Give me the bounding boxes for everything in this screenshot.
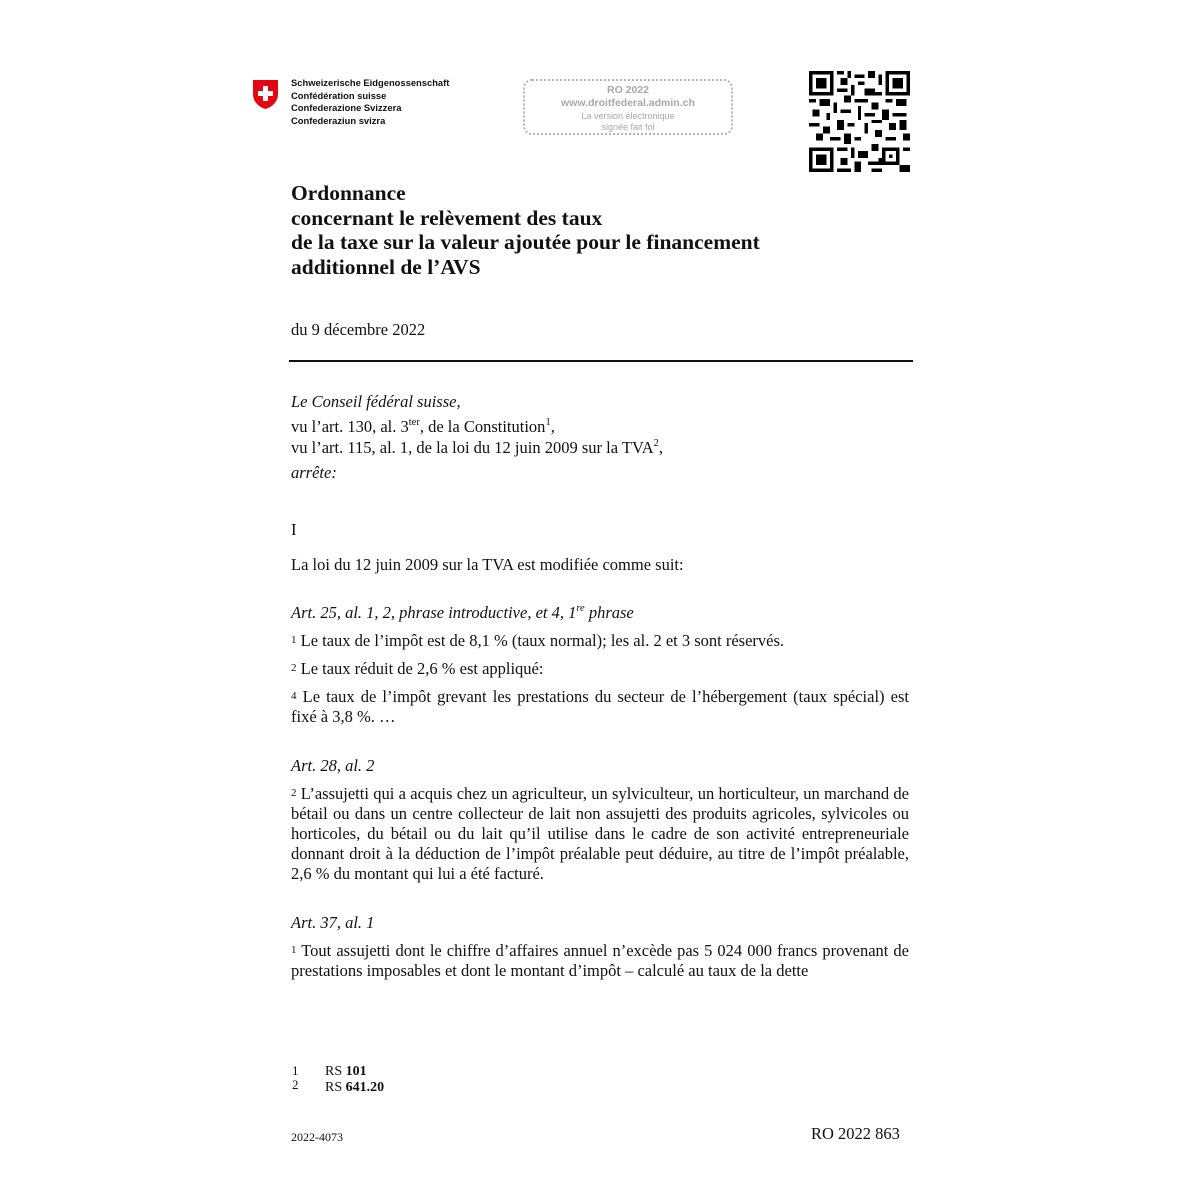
stamp-url: www.droitfederal.admin.ch [561,97,695,109]
preamble-text: , de la Constitution [419,417,546,436]
paragraph-text: Le taux de l’impôt grevant les prestations du secteur de l’hébergement (taux spécial) est fixé à 3,8 %. … [291,687,909,726]
section-number: I [291,520,297,539]
confederation-name-de: Schweizerische Eidgenossenschaft [291,77,450,88]
article-25-heading [291,603,634,623]
footnote-prefix: RS [325,1080,346,1095]
official-compilation-reference: RO 2022 863 [811,1124,900,1143]
footnote-1 [325,1065,367,1079]
confederation-name-it: Confederazione Svizzera [291,102,402,114]
footnote-number: 1 [292,1063,299,1078]
section-intro: La loi du 12 juin 2009 sur la TVA est modifiée comme suit: [291,555,684,574]
qr-code [809,71,910,172]
heading-text: Art. 25, al. 1, 2, phrase introductive, et 4, 1 [291,603,577,622]
superscript: ter [408,416,420,428]
confederation-name-fr: Confédération suisse [291,89,387,101]
footnote-ref[interactable]: 101 [345,1064,367,1079]
article-28-heading: Art. 28, al. 2 [291,756,375,775]
paragraph-number: 2 [291,662,297,674]
footnote-prefix: RS [325,1064,346,1079]
preamble-authority: Le Conseil fédéral suisse, [291,392,461,411]
article-37-para-1 [291,941,909,981]
confederation-names [291,77,449,127]
preamble-text: vu l’art. 130, al. 3 [291,417,409,436]
footnote-ref[interactable]: 641.20 [345,1080,385,1095]
paragraph-number: 4 [291,690,297,702]
preamble-text: , [658,438,664,457]
swiss-flag-logo [252,79,279,110]
article-25-para-1 [291,631,784,651]
document-title [291,181,760,279]
footnote-2 [325,1081,384,1095]
paragraph-number: 1 [291,944,297,956]
article-28-para-2 [291,784,909,884]
title-line-2: concernant le relèvement des taux [291,205,603,230]
preamble-decree: arrête: [291,463,337,482]
article-25-para-4 [291,687,909,727]
document-date: du 9 décembre 2022 [291,320,426,339]
stamp-note-2: signée fait foi [601,122,655,132]
confederation-name-rm: Confederaziun svizra [291,114,386,126]
title-line-3: de la taxe sur la valeur ajoutée pour le financement [291,230,760,254]
superscript: re [576,602,585,614]
horizontal-rule [289,360,913,362]
paragraph-text: Tout assujetti dont le chiffre d’affaires annuel n’excède pas 5 024 000 francs provenant de prestations imposables et dont le montant d’impôt – calculé au taux de la dette [291,941,909,980]
preamble-line-constitution [291,417,555,437]
footnote-ref-link[interactable]: 2 [653,437,659,449]
title-line-4: additionnel de l’AVS [291,254,481,279]
footnote-number: 2 [292,1077,299,1092]
article-25-para-2 [291,659,543,679]
paragraph-text: Le taux de l’impôt est de 8,1 % (taux normal); les al. 2 et 3 sont réservés. [296,631,785,650]
paragraph-text: L’assujetti qui a acquis chez un agriculteur, un sylviculteur, un horticulteur, un marchand de bétail ou dans un centre collecteur de lait non assujetti des produits agricoles, sylvicoles ou horticoles, du bétail ou du lait qu’il utilise dans le cadre de son activité entrepreneuriale donnant droit à la déduction de l’impôt préalable peut déduire, au titre de l’impôt préalable, 2,6 % du montant qui lui a été facturé. [291,784,909,883]
document-number: 2022-4073 [291,1130,343,1144]
preamble-text: vu l’art. 115, al. 1, de la loi du 12 juin 2009 sur la TVA [291,438,654,457]
footnote-ref-link[interactable]: 1 [545,416,551,428]
preamble-line-tva [291,438,663,458]
paragraph-number: 2 [291,787,297,799]
title-line-1: Ordonnance [291,181,406,205]
preamble-text: , [550,417,555,436]
stamp-ro: RO 2022 [606,84,650,96]
stamp-note-1: La version électronique [581,111,675,121]
paragraph-text: Le taux réduit de 2,6 % est appliqué: [296,659,544,678]
article-37-heading: Art. 37, al. 1 [291,913,375,932]
paragraph-number: 1 [291,634,297,646]
electronic-signature-stamp [523,79,733,135]
heading-text: phrase [584,603,634,622]
